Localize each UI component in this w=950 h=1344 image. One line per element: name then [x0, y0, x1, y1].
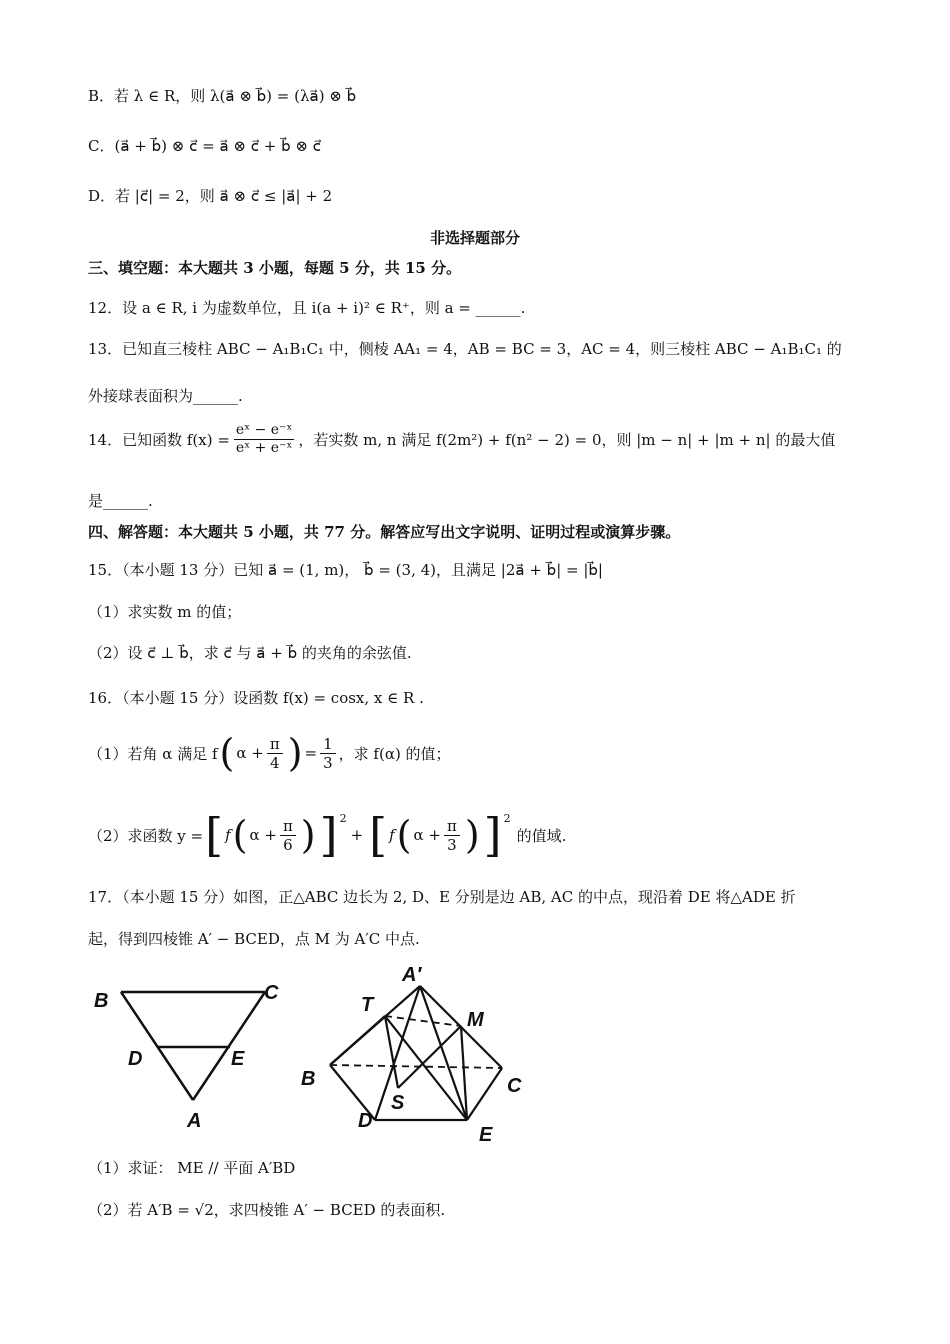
edge-ts	[385, 1016, 398, 1088]
section4-heading: 四、解答题：本大题共 5 小题，共 77 分。解答应写出文字说明、证明过程或演算步骤。	[88, 523, 681, 541]
question-16-part2: （2）求函数 y = [ f ( α + $\frac{\pi}{6}$ ) ] 2 + [ f ( α + $\frac{\pi}{3}$ ) ] 2 的值域.	[88, 808, 567, 862]
fraction-numerator: eˣ − e⁻ˣ	[235, 422, 293, 438]
label-e: E	[231, 1048, 245, 1070]
label-b: B	[301, 1068, 316, 1090]
option-d: D．若 |c⃗| = 2，则 a⃗ ⊗ c⃗ ≤ |a⃗| + 2	[88, 187, 333, 205]
edge-tm-hidden	[385, 1016, 461, 1026]
label-t: T	[361, 994, 374, 1016]
option-b: B．若 λ ∈ R，则 λ(a⃗ ⊗ b⃗) = (λa⃗) ⊗ b⃗	[88, 87, 357, 105]
label-e: E	[479, 1124, 493, 1146]
option-c: C．(a⃗ + b⃗) ⊗ c⃗ = a⃗ ⊗ c⃗ + b⃗ ⊗ c⃗	[88, 137, 321, 155]
fraction-denominator: eˣ + e⁻ˣ	[235, 440, 293, 456]
label-a: A	[187, 1110, 202, 1132]
question-13-line2: 外接球表面积为______.	[88, 387, 243, 405]
label-m: M	[467, 1009, 484, 1031]
fraction: $\frac{\pi}{4}$	[267, 735, 283, 772]
label-d: D	[128, 1048, 143, 1070]
fraction	[234, 422, 294, 457]
fraction: $\frac{1}{3}$	[320, 735, 336, 772]
figure-triangle	[88, 970, 308, 1140]
label-a-prime: A′	[402, 964, 422, 986]
edge-ae	[420, 986, 467, 1120]
label-d: D	[358, 1110, 373, 1132]
question-14-line2: 是______.	[88, 492, 153, 510]
question-12: 12．设 a ∈ R, i 为虚数单位，且 i(a + i)² ∈ R⁺，则 a = ______.	[88, 299, 526, 317]
question-15-stem: 15．（本小题 13 分）已知 a⃗ = (1, m)， b⃗ = (3, 4)，且满足 |2a⃗ + b⃗| = |b⃗|	[88, 561, 603, 579]
edge-ec	[467, 1068, 502, 1120]
label-s: S	[391, 1092, 405, 1114]
question-17-part2: （2）若 A′B = √2，求四棱锥 A′ − BCED 的表面积.	[88, 1201, 446, 1219]
question-17-line1: 17．（本小题 15 分）如图，正△ABC 边长为 2, D、E 分别是边 AB, AC 的中点，现沿着 DE 将△ADE 折	[88, 888, 796, 906]
question-17-part1: （1）求证： ME // 平面 A′BD	[88, 1159, 296, 1177]
question-13-line1: 13．已知直三棱柱 ABC − A₁B₁C₁ 中，侧棱 AA₁ = 4，AB = BC = 3，AC = 4，则三棱柱 ABC − A₁B₁C₁ 的	[88, 340, 842, 358]
question-14: 14．已知函数 f(x) = $\frac{\text{eˣ − e⁻ˣ}}{\text{eˣ + e⁻ˣ}}$ ，若实数 m, n 满足 f(2m²) + f(n² − 2) = 0，则 |m − n| + |m + n| 的最大值	[88, 422, 836, 456]
edge-tb	[330, 1016, 385, 1065]
label-b: B	[94, 990, 109, 1012]
figure-pyramid	[295, 958, 540, 1148]
section3-heading: 三、填空题：本大题共 3 小题，每题 5 分，共 15 分。	[88, 259, 462, 277]
label-c: C	[264, 982, 279, 1004]
question-16-part1: （1）若角 α 满足 f ( α + $\frac{\pi}{4}$ ) = $\frac{1}{3}$ ，求 f(α) 的值；	[88, 731, 451, 775]
label-c: C	[507, 1075, 522, 1097]
question-16-stem: 16．（本小题 15 分）设函数 f(x) = cosx, x ∈ R .	[88, 689, 424, 707]
question-17-line2: 起，得到四棱锥 A′ − BCED，点 M 为 A′C 中点.	[88, 930, 420, 948]
question-15-part2: （2）设 c⃗ ⊥ b⃗，求 c⃗ 与 a⃗ + b⃗ 的夹角的余弦值.	[88, 644, 412, 662]
question-15-part1: （1）求实数 m 的值；	[88, 603, 242, 621]
fraction: $\frac{\pi}{6}$	[280, 817, 296, 854]
edge-bc-hidden	[330, 1065, 502, 1068]
fraction: $\frac{\pi}{3}$	[444, 817, 460, 854]
part-title: 非选择题部分	[429, 229, 520, 247]
